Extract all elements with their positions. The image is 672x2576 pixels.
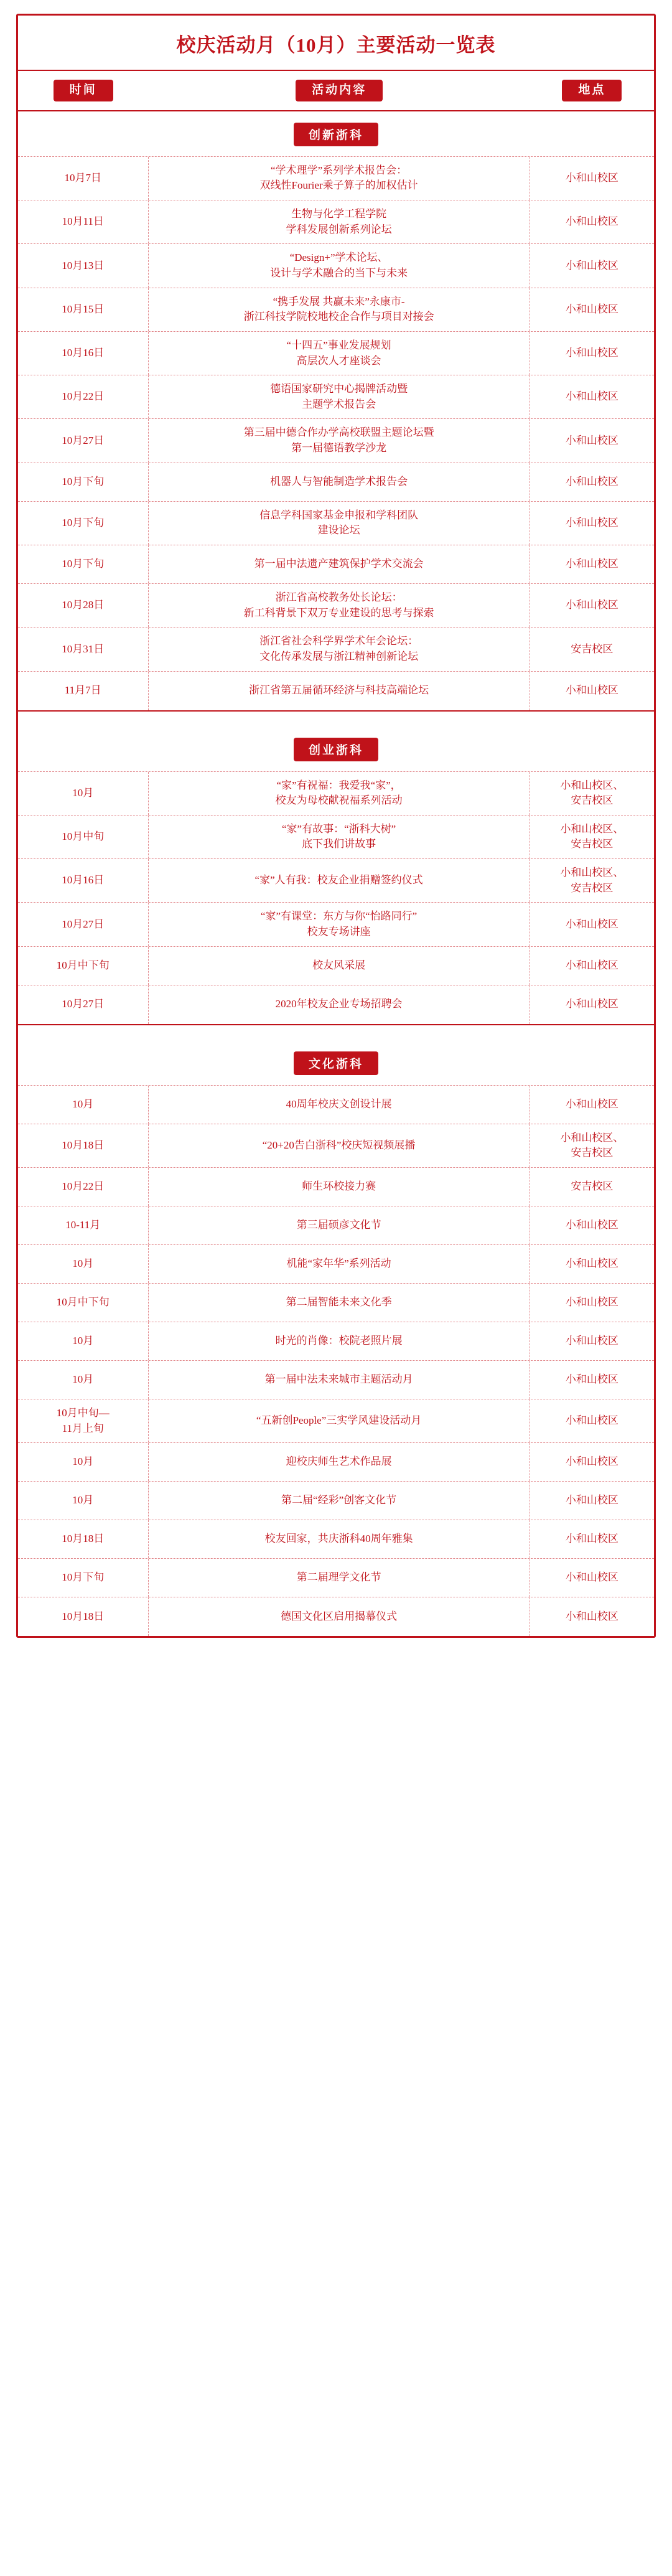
place-line: 安吉校区: [571, 642, 614, 655]
place-line: 小和山校区、: [560, 867, 624, 879]
place-line: 小和山校区、: [560, 1131, 624, 1144]
cell-place: [530, 1086, 654, 1124]
date-line: 10月18日: [62, 1139, 105, 1151]
cell-place: [530, 1597, 654, 1636]
section-title: 创新浙科: [294, 123, 378, 146]
section-rows: [18, 1086, 654, 1637]
cell-content: [149, 1124, 530, 1167]
cell-date: [18, 903, 149, 946]
cell-content: [149, 502, 530, 545]
cell-place: [530, 288, 654, 331]
place-line: 小和山校区: [565, 303, 618, 315]
cell-content: [149, 1206, 530, 1244]
date-line: 10月: [72, 1494, 94, 1507]
content-line: 学科发展创新系列论坛: [286, 223, 392, 235]
cell-place: [530, 816, 654, 858]
cell-date: [18, 1443, 149, 1481]
table-row: [18, 1124, 654, 1168]
date-line: 10月27日: [62, 434, 105, 446]
cell-date: [18, 1361, 149, 1399]
cell-place: [530, 1399, 654, 1442]
content-line: 主题学术报告会: [302, 398, 376, 410]
cell-date: [18, 1284, 149, 1322]
content-line: 第一届德语教学沙龙: [291, 442, 387, 454]
cell-content: [149, 1559, 530, 1597]
content-line: 第二届智能未来文化季: [286, 1296, 392, 1309]
place-line: 小和山校区: [565, 1219, 618, 1231]
table-row: [18, 419, 654, 463]
cell-content: [149, 1245, 530, 1283]
cell-content: [149, 1361, 530, 1399]
table-row: [18, 1482, 654, 1520]
content-line: “20+20告白浙科”校庆短视频展播: [262, 1139, 416, 1151]
place-line: 小和山校区: [565, 918, 618, 930]
content-line: 机器人与智能制造学术报告会: [270, 475, 408, 487]
table-header-row: [18, 71, 654, 111]
place-line: 安吉校区: [571, 1180, 614, 1193]
cell-date: [18, 419, 149, 462]
content-line: 浙江科技学院校地校企合作与项目对接会: [243, 311, 434, 323]
date-line: 10月下旬: [62, 558, 105, 570]
section-title: 创业浙科: [294, 738, 378, 761]
cell-content: [149, 1443, 530, 1481]
cell-place: [530, 1168, 654, 1206]
cell-content: [149, 1086, 530, 1124]
content-line: 浙江省社会科学界学术年会论坛：: [259, 635, 419, 647]
date-line: 10月7日: [64, 172, 101, 184]
cell-content: [149, 859, 530, 902]
cell-date: [18, 1245, 149, 1283]
cell-date: [18, 1168, 149, 1206]
cell-date: [18, 1124, 149, 1167]
table-row: [18, 584, 654, 628]
date-line: 10月27日: [62, 918, 105, 930]
cell-place: [530, 157, 654, 200]
cell-content: [149, 672, 530, 710]
header-cell-content: [149, 80, 530, 101]
date-line: 10月22日: [62, 390, 105, 403]
cell-date: [18, 1597, 149, 1636]
cell-content: [149, 772, 530, 815]
section-spacer: [18, 1024, 654, 1040]
content-line: 生物与化学工程学院: [291, 208, 387, 220]
table-row: [18, 947, 654, 985]
cell-date: [18, 332, 149, 375]
cell-date: [18, 1399, 149, 1442]
cell-date: [18, 545, 149, 583]
date-line: 10月22日: [62, 1180, 105, 1193]
date-line: 10月31日: [62, 642, 105, 655]
cell-place: [530, 1284, 654, 1322]
content-line: “家”有课堂：东方与你“怡路同行”: [261, 910, 418, 923]
cell-place: [530, 859, 654, 902]
cell-date: [18, 288, 149, 331]
content-line: 建设论坛: [317, 524, 360, 537]
table-row: [18, 985, 654, 1024]
date-line: 10月28日: [62, 599, 105, 611]
cell-date: [18, 985, 149, 1024]
content-line: “Design+”学术论坛、: [289, 251, 388, 264]
date-line: 10月中旬: [62, 830, 105, 843]
cell-date: [18, 672, 149, 710]
cell-content: [149, 1597, 530, 1636]
section-spacer: [18, 710, 654, 726]
date-line: 10月中下旬: [56, 1296, 110, 1309]
content-line: 师生环校接力赛: [302, 1180, 376, 1193]
cell-place: [530, 463, 654, 501]
date-line: 10月下旬: [62, 1571, 105, 1584]
place-line: 安吉校区: [571, 838, 614, 850]
section-rows: [18, 157, 654, 710]
content-line: 第二届“经彩”创客文化节: [281, 1494, 397, 1507]
cell-date: [18, 502, 149, 545]
cell-place: [530, 628, 654, 670]
place-line: 小和山校区: [565, 959, 618, 971]
cell-date: [18, 816, 149, 858]
cell-date: [18, 157, 149, 200]
content-line: 第一届中法未来城市主题活动月: [264, 1373, 413, 1386]
content-line: 浙江省第五届循环经济与科技高端论坛: [249, 684, 429, 697]
content-line: 信息学科国家基金申报和学科团队: [259, 509, 419, 521]
cell-content: [149, 628, 530, 670]
table-row: [18, 772, 654, 816]
date-line: 10月16日: [62, 347, 105, 359]
cell-content: [149, 584, 530, 627]
cell-date: [18, 947, 149, 985]
place-line: 小和山校区: [565, 998, 618, 1010]
table-row: [18, 545, 654, 584]
table-row: [18, 1245, 654, 1284]
page-title: 校庆活动月（10月）主要活动一览表: [18, 16, 654, 71]
content-line: 设计与学术融合的当下与未来: [270, 266, 408, 279]
table-row: [18, 1443, 654, 1482]
cell-place: [530, 1520, 654, 1558]
date-line: 10月: [72, 1455, 94, 1468]
place-line: 小和山校区: [565, 259, 618, 271]
place-line: 小和山校区: [565, 1098, 618, 1110]
table-row: [18, 288, 654, 332]
cell-date: [18, 1086, 149, 1124]
cell-content: [149, 985, 530, 1024]
date-line: 10月中旬—: [56, 1406, 110, 1419]
header-cell-date: [18, 80, 149, 101]
table-frame: [16, 14, 656, 1638]
section-header-2: [18, 726, 654, 772]
date-line: 10月下旬: [62, 517, 105, 529]
table-row: [18, 200, 654, 244]
table-row: [18, 332, 654, 375]
place-line: 小和山校区: [565, 390, 618, 403]
header-cell-place: [530, 80, 654, 101]
cell-place: [530, 1482, 654, 1520]
place-line: 小和山校区、: [560, 822, 624, 835]
place-line: 小和山校区: [565, 517, 618, 529]
content-line: 2020年校友企业专场招聘会: [275, 998, 403, 1010]
content-line: 新工科背景下双万专业建设的思考与探索: [243, 606, 434, 619]
cell-place: [530, 672, 654, 710]
date-line: 10月中下旬: [56, 959, 110, 971]
content-line: 第二届理学文化节: [296, 1571, 381, 1584]
date-line: 10月: [72, 1098, 94, 1110]
table-row: [18, 502, 654, 545]
cell-date: [18, 628, 149, 670]
place-line: 安吉校区: [571, 1147, 614, 1159]
cell-place: [530, 332, 654, 375]
cell-place: [530, 1322, 654, 1360]
cell-date: [18, 1322, 149, 1360]
place-line: 小和山校区: [565, 1533, 618, 1545]
table-row: [18, 463, 654, 502]
cell-content: [149, 200, 530, 243]
content-line: 德语国家研究中心揭牌活动暨: [270, 383, 408, 395]
cell-place: [530, 1245, 654, 1283]
table-row: [18, 375, 654, 419]
cell-content: [149, 947, 530, 985]
cell-content: [149, 1399, 530, 1442]
place-line: 小和山校区、: [560, 779, 624, 791]
content-line: “家”有故事：“浙科大树”: [282, 822, 396, 835]
content-line: 40周年校庆文创设计展: [286, 1098, 392, 1110]
content-line: “十四五”事业发展规划: [286, 339, 391, 351]
cell-place: [530, 200, 654, 243]
cell-place: [530, 947, 654, 985]
table-row: [18, 1361, 654, 1399]
cell-content: [149, 1322, 530, 1360]
cell-place: [530, 545, 654, 583]
table-row: [18, 1559, 654, 1597]
place-line: 小和山校区: [565, 475, 618, 487]
section-title: 文化浙科: [294, 1051, 378, 1075]
table-row: [18, 244, 654, 288]
content-line: 校友专场讲座: [307, 926, 371, 938]
table-row: [18, 1399, 654, 1443]
content-line: “家”有祝福：我爱我“家”，: [276, 779, 401, 791]
place-line: 小和山校区: [565, 684, 618, 697]
cell-place: [530, 903, 654, 946]
table-row: [18, 1284, 654, 1322]
cell-place: [530, 419, 654, 462]
cell-content: [149, 288, 530, 331]
header-label-place: 地点: [562, 80, 622, 101]
place-line: 小和山校区: [565, 1455, 618, 1468]
cell-content: [149, 332, 530, 375]
cell-date: [18, 463, 149, 501]
cell-place: [530, 1124, 654, 1167]
cell-date: [18, 1520, 149, 1558]
table-row: [18, 859, 654, 903]
date-line: 11月上旬: [62, 1422, 104, 1434]
cell-date: [18, 1206, 149, 1244]
section-header-3: [18, 1040, 654, 1086]
content-line: 双线性Fourier乘子算子的加权估计: [259, 179, 418, 192]
place-line: 小和山校区: [565, 1571, 618, 1584]
content-line: 第一届中法遗产建筑保护学术交流会: [254, 558, 424, 570]
content-line: 校友回家，共庆浙科40周年雅集: [264, 1533, 413, 1545]
cell-place: [530, 502, 654, 545]
date-line: 10月13日: [62, 259, 105, 271]
place-line: 小和山校区: [565, 1296, 618, 1309]
place-line: 小和山校区: [565, 1335, 618, 1347]
cell-date: [18, 375, 149, 418]
place-line: 小和山校区: [565, 1373, 618, 1386]
content-line: “学术理学”系列学术报告会：: [271, 164, 408, 176]
cell-content: [149, 1520, 530, 1558]
place-line: 小和山校区: [565, 599, 618, 611]
table-row: [18, 1086, 654, 1124]
date-line: 10-11月: [65, 1219, 101, 1231]
date-line: 10月: [72, 1373, 94, 1386]
cell-content: [149, 903, 530, 946]
date-line: 10月16日: [62, 874, 105, 886]
place-line: 小和山校区: [565, 1414, 618, 1427]
cell-place: [530, 1206, 654, 1244]
table-row: [18, 1520, 654, 1559]
header-label-date: 时间: [54, 80, 113, 101]
content-line: 机能“家年华”系列活动: [286, 1257, 391, 1270]
date-line: 10月下旬: [62, 475, 105, 487]
cell-content: [149, 463, 530, 501]
cell-place: [530, 1559, 654, 1597]
content-line: “携手发展 共赢未来”永康市-: [273, 295, 405, 308]
table-row: [18, 1168, 654, 1206]
content-line: 高层次人才座谈会: [296, 354, 381, 367]
place-line: 小和山校区: [565, 434, 618, 446]
cell-date: [18, 772, 149, 815]
date-line: 10月18日: [62, 1610, 105, 1622]
content-line: 底下我们讲故事: [302, 838, 376, 850]
cell-date: [18, 1482, 149, 1520]
cell-place: [530, 584, 654, 627]
table-row: [18, 1206, 654, 1245]
cell-content: [149, 375, 530, 418]
section-rows: [18, 772, 654, 1024]
cell-content: [149, 157, 530, 200]
cell-place: [530, 375, 654, 418]
content-line: 时光的肖像：校院老照片展: [275, 1335, 403, 1347]
cell-content: [149, 816, 530, 858]
sections-root: [18, 111, 654, 1637]
place-line: 安吉校区: [571, 794, 614, 807]
cell-place: [530, 1443, 654, 1481]
date-line: 10月: [72, 1257, 94, 1270]
date-line: 10月: [72, 1335, 94, 1347]
place-line: 小和山校区: [565, 347, 618, 359]
table-row: [18, 816, 654, 859]
place-line: 小和山校区: [565, 1494, 618, 1507]
table-row: [18, 157, 654, 200]
cell-place: [530, 772, 654, 815]
table-row: [18, 628, 654, 671]
table-row: [18, 903, 654, 946]
cell-place: [530, 244, 654, 287]
date-line: 10月11日: [62, 215, 104, 228]
section-header-1: [18, 111, 654, 157]
date-line: 10月: [72, 786, 94, 799]
table-row: [18, 672, 654, 710]
cell-content: [149, 1482, 530, 1520]
content-line: 校友风采展: [312, 959, 366, 971]
content-line: “五新创People”三实学风建设活动月: [256, 1414, 422, 1427]
header-label-content: 活动内容: [296, 80, 383, 101]
place-line: 小和山校区: [565, 172, 618, 184]
cell-date: [18, 584, 149, 627]
place-line: 小和山校区: [565, 1610, 618, 1622]
cell-date: [18, 244, 149, 287]
cell-place: [530, 1361, 654, 1399]
content-line: 校友为母校献祝福系列活动: [275, 794, 403, 807]
cell-content: [149, 244, 530, 287]
content-line: 文化传承发展与浙江精神创新论坛: [259, 650, 419, 662]
cell-content: [149, 1168, 530, 1206]
table-row: [18, 1597, 654, 1636]
date-line: 10月27日: [62, 998, 105, 1010]
table-row: [18, 1322, 654, 1361]
cell-date: [18, 1559, 149, 1597]
cell-content: [149, 419, 530, 462]
date-line: 11月7日: [64, 684, 101, 697]
cell-content: [149, 1284, 530, 1322]
place-line: 小和山校区: [565, 1257, 618, 1270]
cell-date: [18, 859, 149, 902]
place-line: 安吉校区: [571, 881, 614, 894]
place-line: 小和山校区: [565, 215, 618, 228]
date-line: 10月15日: [62, 303, 105, 315]
content-line: 第三届硕彦文化节: [296, 1219, 381, 1231]
place-line: 小和山校区: [565, 558, 618, 570]
cell-place: [530, 985, 654, 1024]
cell-date: [18, 200, 149, 243]
content-line: 德国文化区启用揭幕仪式: [281, 1610, 398, 1622]
content-line: “家”人有我：校友企业捐赠签约仪式: [254, 874, 423, 886]
cell-content: [149, 545, 530, 583]
content-line: 第三届中德合作办学高校联盟主题论坛暨: [243, 426, 434, 439]
content-line: 浙江省高校教务处长论坛：: [275, 591, 403, 603]
content-line: 迎校庆师生艺术作品展: [286, 1455, 392, 1468]
date-line: 10月18日: [62, 1533, 105, 1545]
